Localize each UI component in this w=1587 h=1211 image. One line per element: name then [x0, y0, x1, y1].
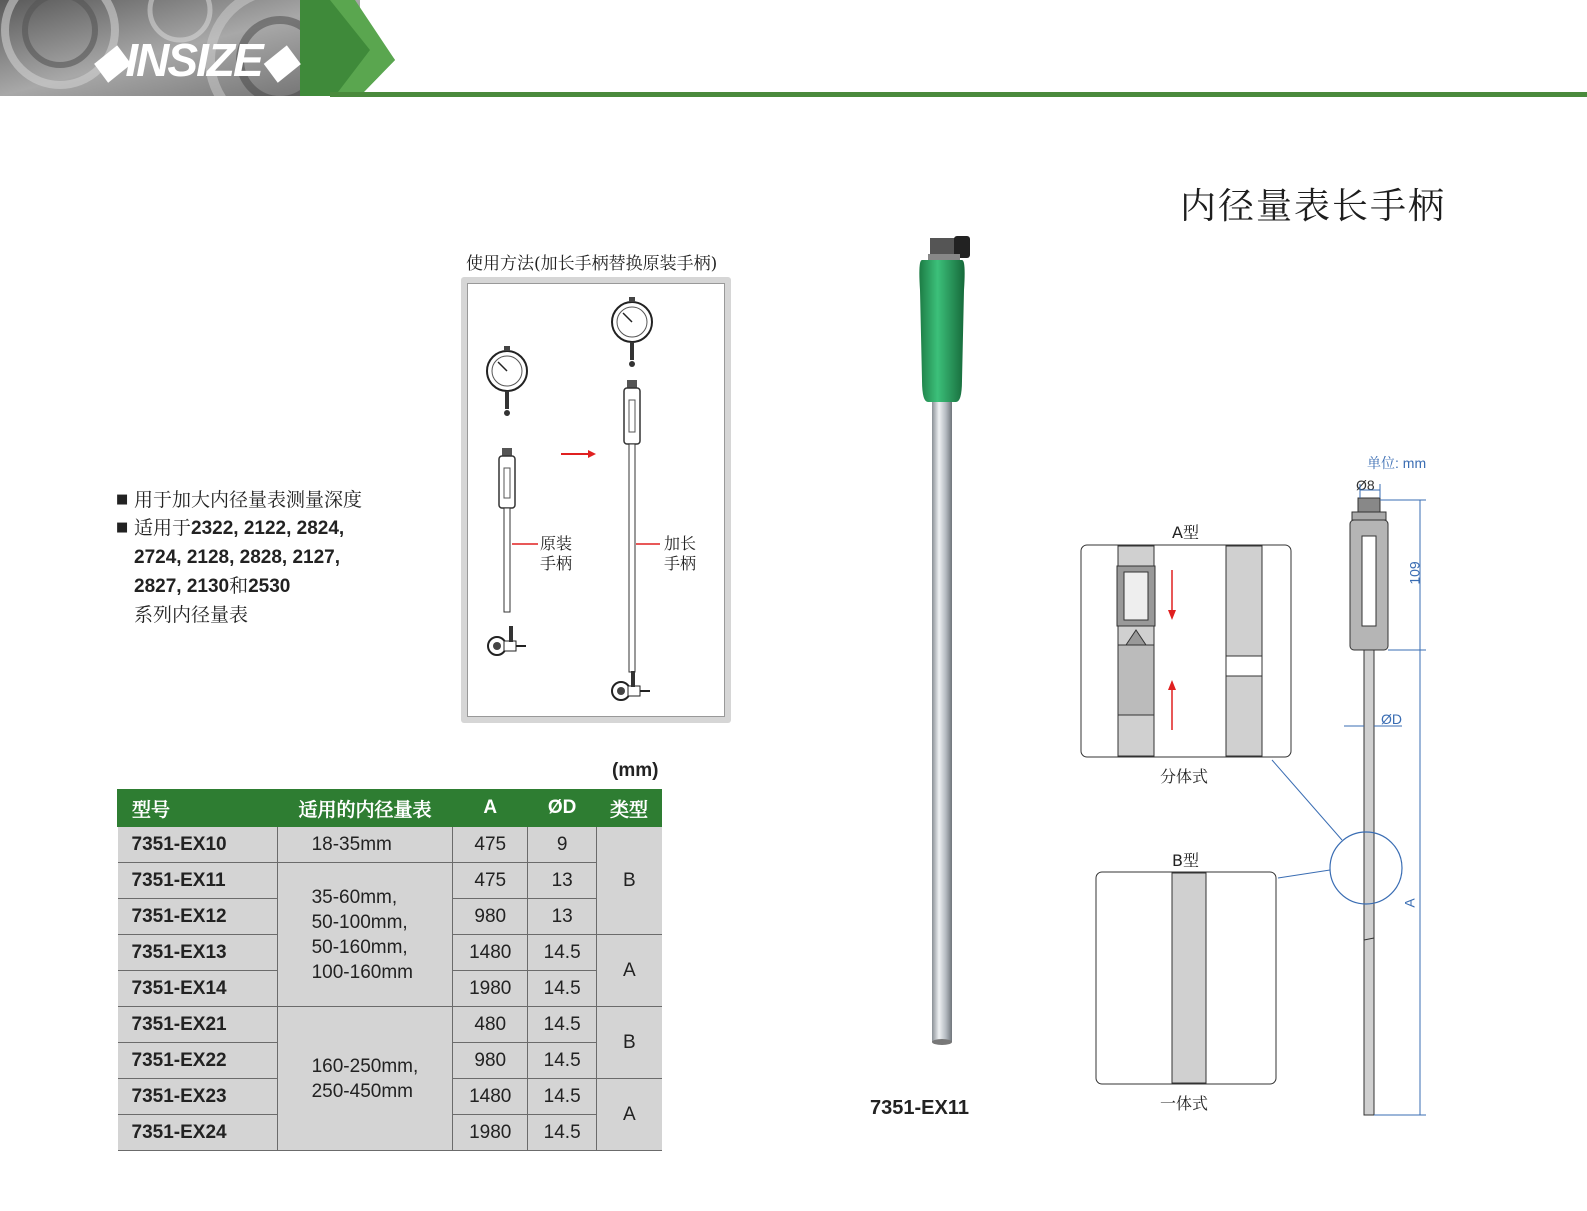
- cell-a: 475: [453, 863, 528, 899]
- usage-drawing: [468, 284, 726, 718]
- feature-models-line: 2724, 2128, 2828, 2127,: [134, 547, 341, 568]
- dim-109: 109: [1406, 561, 1423, 585]
- cell-gauge: 160-250mm, 250-450mm: [277, 1007, 453, 1151]
- technical-drawing: [1080, 470, 1440, 1130]
- gauge-head-right-icon: [612, 671, 650, 700]
- spec-table: [117, 789, 662, 1151]
- type-a-title: A型: [1172, 523, 1199, 542]
- cell-d: 14.5: [528, 971, 597, 1007]
- insize-logo: ◆INSIZE◆: [92, 34, 296, 86]
- table-unit: (mm): [612, 760, 659, 781]
- feature-models-line: 2827, 2130和2530: [134, 575, 291, 597]
- type-b-title: B型: [1172, 851, 1199, 870]
- table-row: [118, 827, 662, 863]
- cell-model: 7351-EX23: [118, 1079, 278, 1115]
- cell-type: B: [597, 827, 662, 935]
- table-row: [118, 863, 662, 899]
- col-header-gauge: 适用的内径量表: [277, 790, 453, 827]
- cell-type: A: [597, 1079, 662, 1151]
- dim-a: A: [1401, 898, 1418, 908]
- replace-arrow-icon: [588, 450, 596, 458]
- cell-model: 7351-EX14: [118, 971, 278, 1007]
- cell-a: 480: [453, 1007, 528, 1043]
- product-model-caption: 7351-EX11: [870, 1097, 969, 1119]
- col-header-d: ØD: [528, 790, 597, 827]
- cell-d: 14.5: [528, 1043, 597, 1079]
- usage-caption: 使用方法(加长手柄替换原装手柄): [466, 254, 718, 274]
- table-row: [118, 1007, 662, 1043]
- cell-a: 1480: [453, 935, 528, 971]
- cell-d: 14.5: [528, 935, 597, 971]
- dial-indicator-left-icon: [487, 346, 527, 416]
- col-header-model: 型号: [118, 790, 278, 827]
- bullet-icon: ■: [116, 492, 129, 507]
- feature-item: ■ 用于加大内径量表测量深度: [116, 486, 436, 514]
- usage-illustration: [467, 283, 725, 717]
- original-handle-icon: [499, 448, 515, 612]
- cell-a: 980: [453, 899, 528, 935]
- cell-model: 7351-EX10: [118, 827, 278, 863]
- type-b-caption: 一体式: [1160, 1094, 1209, 1113]
- feature-list: [116, 486, 436, 629]
- label-original-handle: 原装 手柄: [540, 534, 573, 573]
- cell-model: 7351-EX12: [118, 899, 278, 935]
- cell-d: 14.5: [528, 1115, 597, 1151]
- table-header-row: [118, 790, 662, 827]
- cell-model: 7351-EX21: [118, 1007, 278, 1043]
- feature-item: ■ 适用于2322, 2122, 2824,: [116, 514, 436, 543]
- cell-a: 1980: [453, 971, 528, 1007]
- cell-a: 1980: [453, 1115, 528, 1151]
- label-extension-handle: 加长 手柄: [664, 534, 697, 573]
- cell-d: 14.5: [528, 1079, 597, 1115]
- cell-model: 7351-EX24: [118, 1115, 278, 1151]
- header-divider: [330, 92, 1587, 97]
- logo-right-arrow-icon: ◆: [261, 34, 296, 86]
- bullet-icon: ■: [116, 520, 129, 535]
- cell-type: A: [597, 935, 662, 1007]
- dial-indicator-right-icon: [612, 297, 652, 367]
- cell-gauge: 35-60mm, 50-100mm, 50-160mm, 100-160mm: [277, 863, 453, 1007]
- cell-d: 14.5: [528, 1007, 597, 1043]
- cell-gauge: 18-35mm: [277, 827, 453, 863]
- gauge-head-left-icon: [488, 626, 526, 655]
- cell-type: B: [597, 1007, 662, 1079]
- cell-d: 13: [528, 899, 597, 935]
- cell-d: 9: [528, 827, 597, 863]
- col-header-type: 类型: [597, 790, 662, 827]
- product-image: [910, 230, 980, 1050]
- page-title: 内径量表长手柄: [1180, 186, 1447, 227]
- cell-a: 475: [453, 827, 528, 863]
- col-header-a: A: [453, 790, 528, 827]
- extension-handle-icon: [624, 380, 640, 672]
- cell-model: 7351-EX22: [118, 1043, 278, 1079]
- cell-model: 7351-EX11: [118, 863, 278, 899]
- cell-model: 7351-EX13: [118, 935, 278, 971]
- cell-a: 980: [453, 1043, 528, 1079]
- cell-a: 1480: [453, 1079, 528, 1115]
- cell-d: 13: [528, 863, 597, 899]
- type-a-caption: 分体式: [1160, 767, 1209, 786]
- dim-phid: ØD: [1381, 711, 1402, 727]
- drawing-unit-label: 单位: mm: [1367, 455, 1427, 471]
- dim-phi8: Ø8: [1356, 477, 1375, 493]
- feature-series-text: 系列内径量表: [134, 604, 249, 626]
- logo-left-arrow-icon: ◆: [92, 34, 126, 86]
